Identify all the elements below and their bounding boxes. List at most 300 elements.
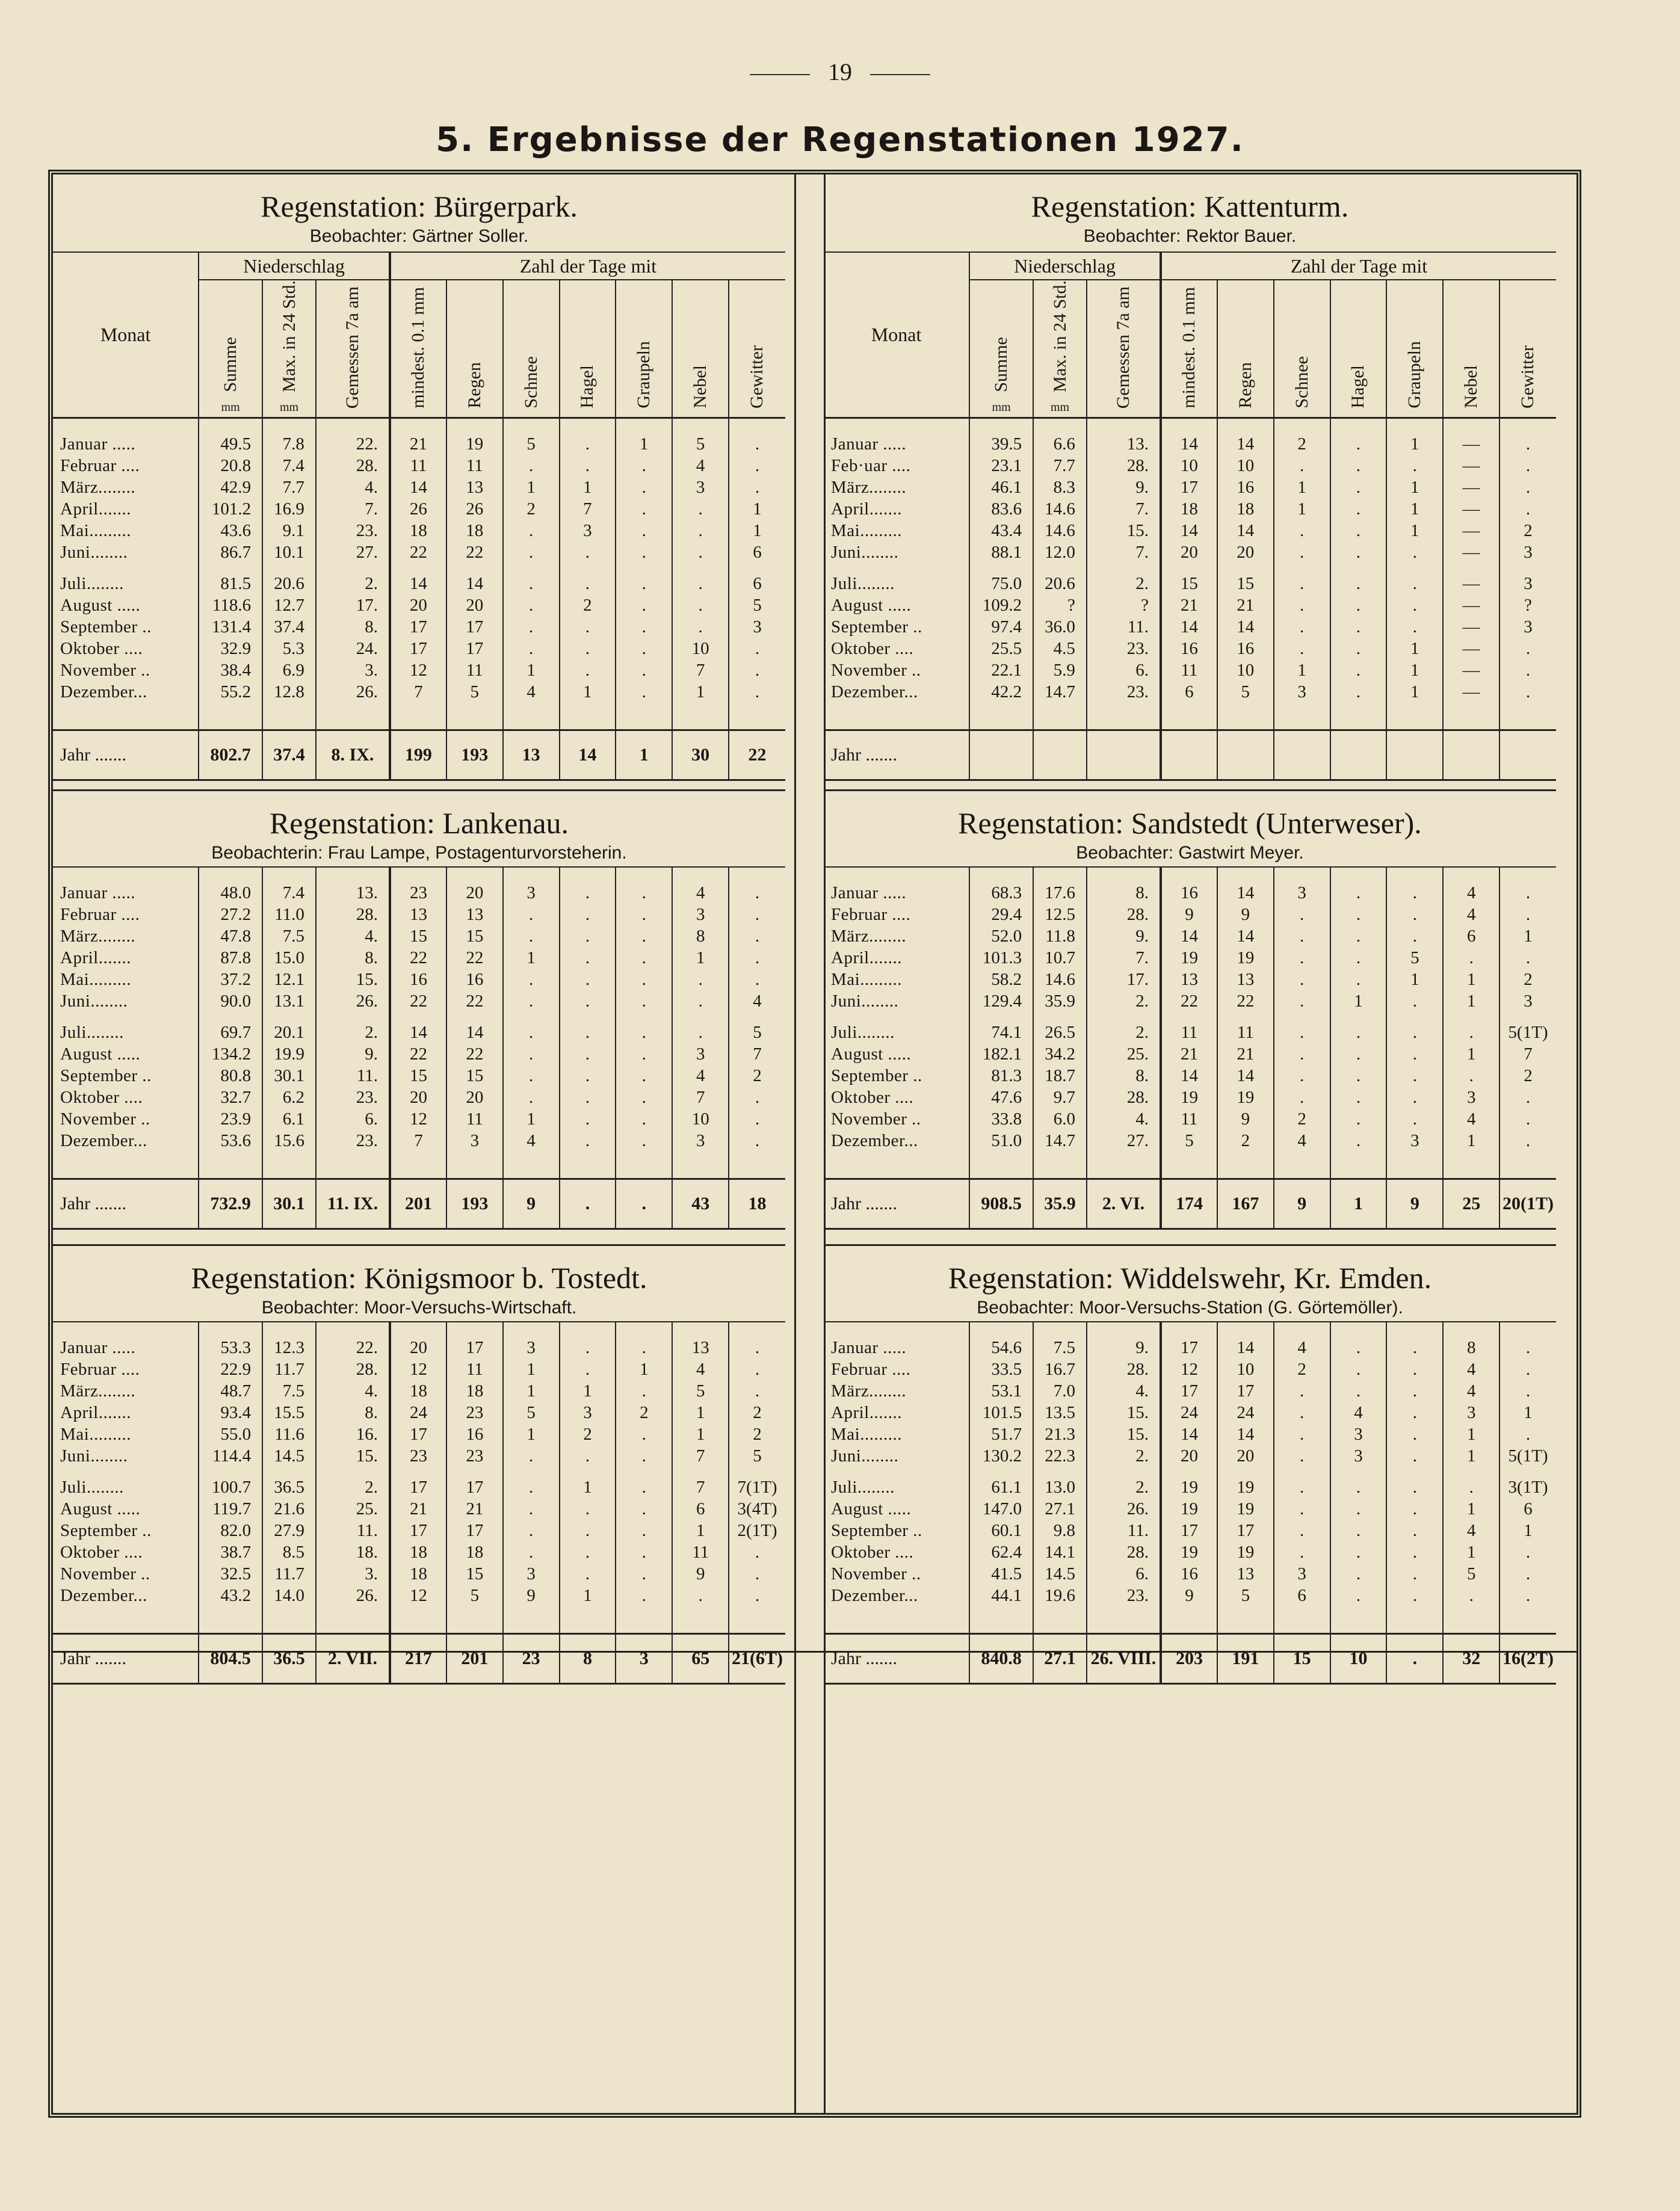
value-cell: 2. — [1087, 1476, 1161, 1498]
jahr-value: 27.1 — [1033, 1634, 1087, 1684]
value-cell: . — [1386, 1585, 1443, 1606]
column-header-label: Max. in 24 Std. — [1049, 280, 1070, 392]
gap-cell — [1499, 1467, 1556, 1476]
value-cell: 182.1 — [969, 1043, 1033, 1065]
value-cell: 16. — [316, 1423, 390, 1445]
gap-cell — [969, 563, 1033, 573]
value-cell: 20 — [1217, 1445, 1274, 1467]
tail-cell — [1386, 1152, 1443, 1179]
jahr-value: 193 — [446, 1179, 503, 1229]
gap-cell — [316, 1012, 390, 1022]
value-cell: 4 — [1274, 1337, 1330, 1358]
value-cell: 27.2 — [199, 904, 262, 925]
tail-cell — [1087, 1152, 1161, 1179]
value-cell: . — [560, 1130, 616, 1152]
unit-label: mm — [1050, 400, 1070, 414]
table-row — [824, 520, 1556, 541]
value-cell: 55.0 — [199, 1423, 262, 1445]
jahr-value: 14 — [560, 730, 616, 780]
spacer-cell — [53, 418, 199, 433]
value-cell: 17 — [1161, 1337, 1217, 1358]
column-header-mindest — [390, 280, 446, 418]
value-cell: . — [729, 1337, 785, 1358]
jahr-value: 802.7 — [199, 730, 262, 780]
month-cell: Juli........ — [60, 1478, 124, 1497]
value-cell: . — [672, 520, 729, 541]
value-cell: 23. — [1087, 638, 1161, 659]
value-cell: 4.5 — [1033, 638, 1087, 659]
value-cell: 11 — [446, 1358, 503, 1380]
value-cell: 26 — [390, 498, 446, 520]
value-cell: . — [729, 1585, 785, 1606]
value-cell: 1 — [503, 947, 560, 969]
value-cell: 6 — [1161, 681, 1217, 703]
value-cell: . — [560, 1498, 616, 1520]
station-name: Regenstation: Königsmoor b. Tostedt. — [191, 1261, 647, 1295]
value-cell: 11.0 — [262, 904, 316, 925]
value-cell: 28. — [1087, 1358, 1161, 1380]
value-cell: 15.6 — [262, 1130, 316, 1152]
value-cell: 43.4 — [969, 520, 1033, 541]
gap-cell — [1386, 1467, 1443, 1476]
value-cell: 26. — [316, 1585, 390, 1606]
value-cell: 3. — [316, 1563, 390, 1585]
value-cell: 7.8 — [262, 433, 316, 455]
value-cell: . — [1274, 541, 1330, 563]
month-cell: Juni........ — [60, 1446, 128, 1466]
column-header-label: Summe — [991, 337, 1011, 392]
value-cell: 21 — [390, 433, 446, 455]
value-cell: . — [560, 659, 616, 681]
value-cell: 11 — [1161, 1108, 1217, 1130]
value-cell: 3 — [1274, 1563, 1330, 1585]
zahl-der-tage-header: Zahl der Tage mit — [1161, 253, 1556, 280]
value-cell: 10 — [1161, 455, 1217, 476]
value-cell: . — [1330, 573, 1387, 594]
tail-cell — [1033, 1606, 1087, 1634]
value-cell: . — [729, 969, 785, 990]
table-row — [824, 1585, 1556, 1606]
jahr-value: 201 — [446, 1634, 503, 1684]
value-cell: 21 — [390, 1498, 446, 1520]
jahr-value — [1274, 730, 1330, 780]
value-cell: 15. — [316, 1445, 390, 1467]
table-row — [824, 1498, 1556, 1520]
value-cell: . — [1386, 594, 1443, 616]
table-row — [824, 1337, 1556, 1358]
table-row — [53, 1108, 785, 1130]
value-cell: 19 — [1161, 1541, 1217, 1563]
value-cell: . — [503, 1065, 560, 1087]
value-cell: 37.4 — [262, 616, 316, 638]
value-cell: 18 — [1217, 498, 1274, 520]
jahr-value: 43 — [672, 1179, 729, 1229]
value-cell: 16.7 — [1033, 1358, 1087, 1380]
tail-cell — [1161, 1606, 1217, 1634]
value-cell: 11 — [1161, 659, 1217, 681]
spacer-cell — [390, 418, 446, 433]
tail-cell — [560, 703, 616, 730]
spacer-cell — [1330, 868, 1387, 882]
value-cell: 19 — [1217, 1087, 1274, 1108]
value-cell: . — [1443, 1585, 1499, 1606]
value-cell: 17 — [446, 1476, 503, 1498]
jahr-value: 32 — [1443, 1634, 1499, 1684]
value-cell: 101.3 — [969, 947, 1033, 969]
value-cell: . — [616, 1423, 672, 1445]
niederschlag-header: Niederschlag — [199, 253, 390, 280]
value-cell: 4 — [672, 882, 729, 904]
value-cell: 15 — [446, 1563, 503, 1585]
value-cell: 2 — [503, 498, 560, 520]
value-cell: . — [1386, 1402, 1443, 1423]
value-cell: 15.0 — [262, 947, 316, 969]
value-cell: 61.1 — [969, 1476, 1033, 1498]
value-cell: . — [1330, 1108, 1387, 1130]
value-cell: 7.4 — [262, 455, 316, 476]
value-cell: 4 — [503, 1130, 560, 1152]
spacer-cell — [1274, 1322, 1330, 1337]
value-cell: 4. — [316, 476, 390, 498]
value-cell: . — [616, 616, 672, 638]
value-cell: 17.6 — [1033, 882, 1087, 904]
spacer-cell — [1161, 418, 1217, 433]
value-cell: 4. — [316, 925, 390, 947]
value-cell: . — [1499, 1563, 1556, 1585]
value-cell: — — [1443, 455, 1499, 476]
gap-cell — [262, 1012, 316, 1022]
value-cell: — — [1443, 520, 1499, 541]
value-cell: . — [1386, 1380, 1443, 1402]
value-cell: 16 — [1217, 638, 1274, 659]
value-cell: 27.9 — [262, 1520, 316, 1541]
spacer-cell — [1330, 418, 1387, 433]
value-cell: 14.6 — [1033, 969, 1087, 990]
value-cell: 1 — [503, 1358, 560, 1380]
tail-cell — [1330, 1606, 1387, 1634]
station-header — [824, 174, 1556, 253]
value-cell: 26. — [1087, 1498, 1161, 1520]
value-cell: 19.9 — [262, 1043, 316, 1065]
value-cell: . — [1386, 1065, 1443, 1087]
value-cell: 14.7 — [1033, 681, 1087, 703]
month-cell: Mai......... — [831, 520, 902, 540]
value-cell: 7.7 — [262, 476, 316, 498]
value-cell: 5 — [503, 1402, 560, 1423]
table-row — [53, 1087, 785, 1108]
value-cell: 5 — [672, 433, 729, 455]
tail-cell — [316, 1606, 390, 1634]
value-cell: — — [1443, 616, 1499, 638]
station-header — [824, 789, 1556, 868]
value-cell: 8. — [1087, 882, 1161, 904]
value-cell: 7 — [390, 681, 446, 703]
value-cell: . — [1330, 1358, 1387, 1380]
value-cell: . — [1330, 1520, 1387, 1541]
spacer-cell — [1087, 418, 1161, 433]
spacer-cell — [1087, 1322, 1161, 1337]
value-cell: . — [1386, 882, 1443, 904]
value-cell: . — [1330, 1563, 1387, 1585]
tail-cell — [616, 1606, 672, 1634]
jahr-value: 217 — [390, 1634, 446, 1684]
gap-cell — [729, 563, 785, 573]
gap-cell — [1033, 563, 1087, 573]
value-cell: 33.8 — [969, 1108, 1033, 1130]
jahr-value — [1330, 730, 1387, 780]
value-cell: 43.2 — [199, 1585, 262, 1606]
value-cell: 17 — [390, 616, 446, 638]
table-row — [824, 990, 1556, 1012]
value-cell: . — [1274, 1087, 1330, 1108]
value-cell: 11 — [1217, 1022, 1274, 1043]
value-cell: 7 — [672, 659, 729, 681]
tail-cell — [1033, 1152, 1087, 1179]
value-cell: 134.2 — [199, 1043, 262, 1065]
value-cell: 11 — [446, 1108, 503, 1130]
gap-cell — [316, 1467, 390, 1476]
month-cell: September .. — [831, 617, 922, 637]
value-cell: . — [503, 990, 560, 1012]
value-cell: . — [672, 498, 729, 520]
spacer-cell — [1161, 868, 1217, 882]
month-cell: August ..... — [60, 1499, 141, 1519]
gap-cell — [729, 1012, 785, 1022]
value-cell: 2. — [1087, 1022, 1161, 1043]
jahr-value: 199 — [390, 730, 446, 780]
spacer-cell — [672, 418, 729, 433]
value-cell: 93.4 — [199, 1402, 262, 1423]
value-cell: 147.0 — [969, 1498, 1033, 1520]
value-cell: . — [672, 1022, 729, 1043]
value-cell: . — [729, 659, 785, 681]
value-cell: 22 — [446, 541, 503, 563]
spacer-cell — [199, 1322, 262, 1337]
month-cell: Mai......... — [60, 970, 131, 989]
value-cell: 46.1 — [969, 476, 1033, 498]
value-cell: 5 — [1217, 681, 1274, 703]
value-cell: 15 — [1217, 573, 1274, 594]
column-header-label: Hagel — [577, 365, 598, 409]
spacer-cell — [390, 1322, 446, 1337]
column-header-schnee — [1274, 280, 1330, 418]
month-cell: November .. — [60, 1564, 150, 1583]
table-row — [824, 1402, 1556, 1423]
month-cell: Februar .... — [60, 905, 140, 924]
month-cell: Februar .... — [831, 1360, 911, 1379]
value-cell: 9 — [672, 1563, 729, 1585]
tail-cell — [1386, 1606, 1443, 1634]
spacer-cell — [1274, 418, 1330, 433]
tail-cell — [1087, 703, 1161, 730]
value-cell: 17 — [390, 1476, 446, 1498]
value-cell: . — [616, 1380, 672, 1402]
spacer-cell — [1386, 1322, 1443, 1337]
value-cell: . — [1386, 990, 1443, 1012]
table-row — [824, 1476, 1556, 1498]
value-cell: . — [1386, 616, 1443, 638]
value-cell: 3(4T) — [729, 1498, 785, 1520]
value-cell: . — [560, 904, 616, 925]
month-cell: April....... — [60, 1403, 131, 1422]
value-cell: . — [1274, 455, 1330, 476]
value-cell: . — [560, 1108, 616, 1130]
value-cell: . — [616, 1065, 672, 1087]
value-cell: 6.6 — [1033, 433, 1087, 455]
value-cell: 2 — [1499, 969, 1556, 990]
gap-cell — [1274, 563, 1330, 573]
value-cell: 2. — [316, 573, 390, 594]
month-cell: August ..... — [831, 1499, 912, 1519]
value-cell: 20 — [390, 1087, 446, 1108]
value-cell: . — [503, 638, 560, 659]
table-row — [824, 947, 1556, 969]
jahr-value: 804.5 — [199, 1634, 262, 1684]
value-cell: — — [1443, 594, 1499, 616]
value-cell: 7.5 — [262, 1380, 316, 1402]
jahr-value: 11. IX. — [316, 1179, 390, 1229]
value-cell: . — [1274, 520, 1330, 541]
value-cell: . — [616, 594, 672, 616]
value-cell: . — [560, 1541, 616, 1563]
value-cell: . — [560, 1358, 616, 1380]
value-cell: 14 — [446, 573, 503, 594]
value-cell: 7 — [560, 498, 616, 520]
value-cell: 25.5 — [969, 638, 1033, 659]
value-cell: 1 — [1443, 1130, 1499, 1152]
value-cell: 4 — [1443, 882, 1499, 904]
value-cell: . — [1499, 1130, 1556, 1152]
spacer-cell — [53, 1322, 199, 1337]
jahr-row — [824, 1179, 1556, 1229]
value-cell: 48.7 — [199, 1380, 262, 1402]
value-cell: 28. — [1087, 904, 1161, 925]
value-cell: 9. — [1087, 1337, 1161, 1358]
value-cell: 7. — [1087, 541, 1161, 563]
tail-cell — [503, 1152, 560, 1179]
station-table — [824, 868, 1556, 1230]
value-cell: 14 — [1217, 1337, 1274, 1358]
value-cell: 16 — [1217, 476, 1274, 498]
jahr-row — [824, 730, 1556, 780]
value-cell: 23 — [446, 1402, 503, 1423]
value-cell: 4. — [1087, 1380, 1161, 1402]
value-cell: 83.6 — [969, 498, 1033, 520]
value-cell: 2 — [1274, 1108, 1330, 1130]
value-cell: 1 — [1274, 659, 1330, 681]
column-header-label: Nebel — [690, 365, 711, 409]
value-cell: . — [1386, 1022, 1443, 1043]
tail-cell — [1161, 1152, 1217, 1179]
gap-cell — [672, 1467, 729, 1476]
value-cell: . — [1499, 1585, 1556, 1606]
value-cell: 1 — [503, 476, 560, 498]
table-row — [824, 1445, 1556, 1467]
value-cell: . — [560, 990, 616, 1012]
value-cell: 1 — [1443, 1541, 1499, 1563]
value-cell: 21.6 — [262, 1498, 316, 1520]
table-row — [824, 1520, 1556, 1541]
tail-cell — [672, 703, 729, 730]
jahr-value — [1386, 730, 1443, 780]
niederschlag-header: Niederschlag — [969, 253, 1161, 280]
value-cell: . — [1330, 594, 1387, 616]
value-cell: 18 — [390, 520, 446, 541]
value-cell: 7.7 — [1033, 455, 1087, 476]
value-cell: 14 — [1161, 1065, 1217, 1087]
value-cell: . — [1499, 476, 1556, 498]
gap-cell — [390, 563, 446, 573]
value-cell: . — [1443, 947, 1499, 969]
column-header-hagel — [1330, 280, 1387, 418]
tail-cell — [1330, 703, 1387, 730]
station-name: Regenstation: Lankenau. — [269, 806, 569, 840]
month-cell: Oktober .... — [831, 1088, 914, 1107]
tail-cell — [503, 703, 560, 730]
station-block — [824, 174, 1556, 781]
tail-cell — [1386, 703, 1443, 730]
value-cell: 62.4 — [969, 1541, 1033, 1563]
gap-cell — [199, 563, 262, 573]
gap-cell — [53, 563, 199, 573]
tail-cell — [262, 1606, 316, 1634]
value-cell: 24 — [1217, 1402, 1274, 1423]
value-cell: 4 — [672, 455, 729, 476]
month-cell: Januar ..... — [831, 1338, 907, 1357]
month-cell: April....... — [831, 499, 902, 519]
spacer-cell — [1499, 868, 1556, 882]
gap-row — [53, 1012, 785, 1022]
value-cell: 5.3 — [262, 638, 316, 659]
value-cell: 8. — [1087, 1065, 1161, 1087]
tail-cell — [262, 1152, 316, 1179]
value-cell: . — [1330, 541, 1387, 563]
value-cell: 3 — [1274, 882, 1330, 904]
table-row — [53, 594, 785, 616]
value-cell: 51.0 — [969, 1130, 1033, 1152]
page-number-text: 19 — [828, 58, 852, 85]
value-cell: 17 — [446, 638, 503, 659]
value-cell: 19 — [1161, 947, 1217, 969]
page-number-rule-left — [750, 74, 810, 75]
value-cell: . — [560, 1087, 616, 1108]
value-cell: 13 — [1217, 1563, 1274, 1585]
table-row — [824, 638, 1556, 659]
month-cell: Dezember... — [60, 682, 147, 702]
value-cell: 7.5 — [262, 925, 316, 947]
table-row — [824, 1423, 1556, 1445]
value-cell: . — [1330, 904, 1387, 925]
value-cell: 6 — [729, 541, 785, 563]
month-cell: Januar ..... — [831, 434, 907, 454]
value-cell: . — [1386, 904, 1443, 925]
value-cell: 14 — [1217, 882, 1274, 904]
value-cell: 4 — [1274, 1130, 1330, 1152]
value-cell: . — [616, 1087, 672, 1108]
value-cell: 3 — [1499, 616, 1556, 638]
gap-cell — [1499, 1012, 1556, 1022]
value-cell: 8. — [316, 616, 390, 638]
value-cell: 11 — [446, 455, 503, 476]
value-cell: . — [1330, 925, 1387, 947]
value-cell: 14 — [390, 573, 446, 594]
spacer-cell — [824, 868, 969, 882]
value-cell: 1 — [1386, 681, 1443, 703]
value-cell: . — [729, 1358, 785, 1380]
gap-cell — [1443, 563, 1499, 573]
value-cell: 11. — [316, 1520, 390, 1541]
spacer-cell — [446, 1322, 503, 1337]
